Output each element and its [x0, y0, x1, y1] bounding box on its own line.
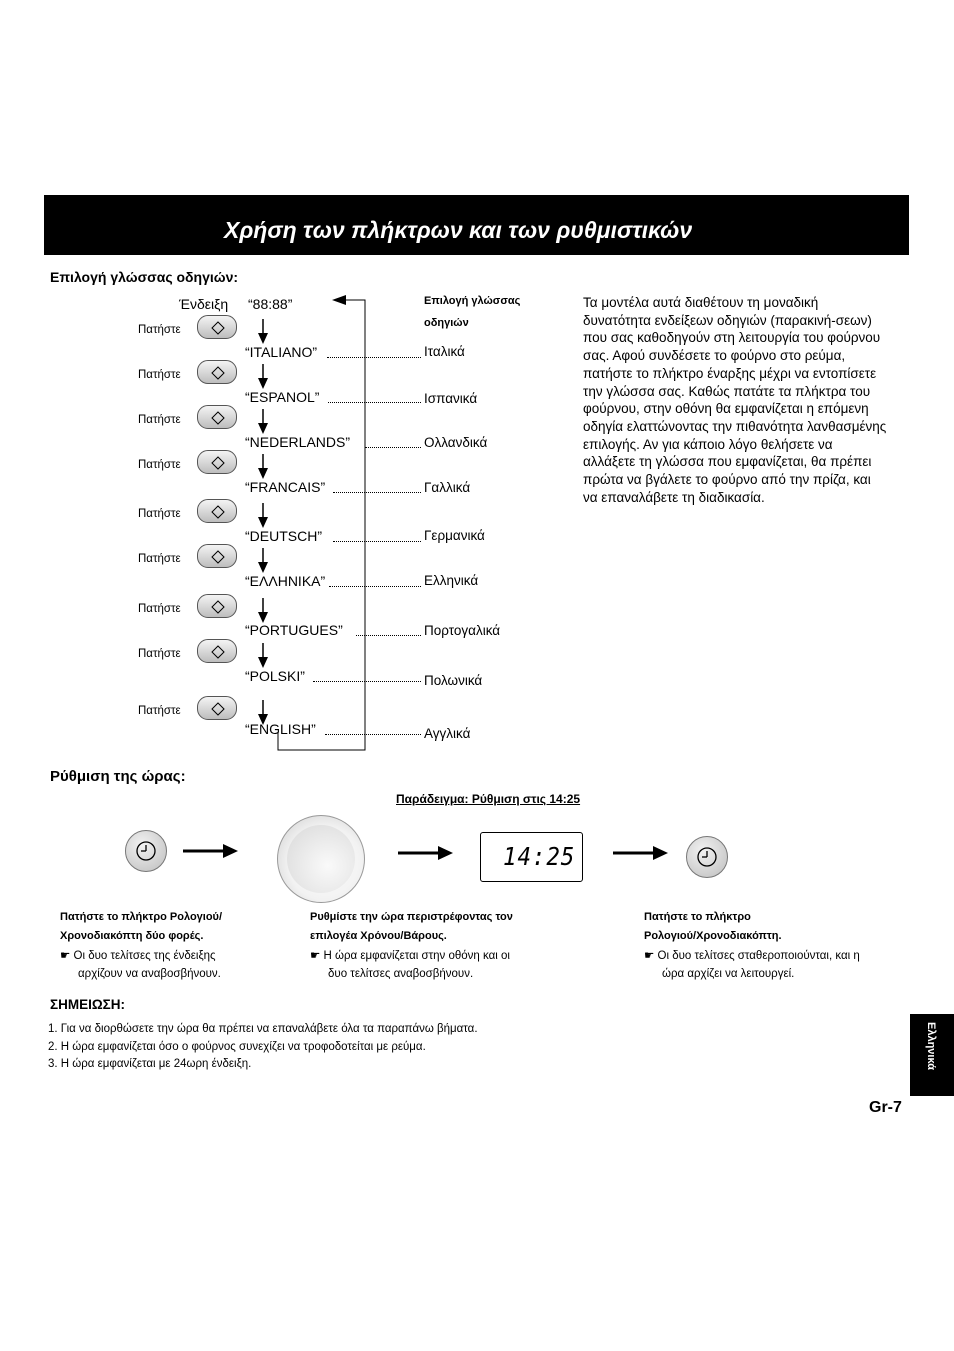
language-code: “FRANCAIS” [245, 479, 326, 495]
clock-step-2 [310, 908, 570, 983]
start-diamond-icon [211, 321, 225, 335]
leader-dots [327, 357, 421, 358]
arrow-down-icon [257, 364, 269, 390]
leader-dots [329, 586, 421, 587]
language-name: Αγγλικά [424, 726, 471, 741]
title-banner [44, 195, 909, 255]
press-label: Πατήστε [138, 369, 181, 381]
start-button[interactable] [197, 360, 237, 384]
clock-step-1-note2: αρχίζουν να αναβοσβήνουν. [78, 968, 221, 980]
arrow-right-icon [613, 845, 669, 861]
clock-step-1-line2: Χρονοδιακόπτη δύο φορές. [60, 930, 204, 942]
clock-example: Παράδειγμα: Ρύθμιση στις 14:25 [396, 792, 581, 806]
leader-dots [333, 492, 421, 493]
clock-step-3-line2: Ρολογιού/Χρονοδιακόπτη. [644, 930, 782, 942]
language-code: “NEDERLANDS” [245, 434, 351, 450]
language-code: “POLSKI” [245, 668, 305, 684]
arrow-down-icon [257, 503, 269, 529]
time-weight-dial[interactable] [277, 815, 365, 903]
arrow-down-icon [257, 548, 269, 574]
language-code: “DEUTSCH” [245, 528, 322, 544]
arrow-down-icon [257, 319, 269, 345]
press-label: Πατήστε [138, 553, 181, 565]
language-code: “ESPANOL” [245, 389, 320, 405]
language-section-heading: Επιλογή γλώσσας οδηγιών: [50, 269, 239, 285]
press-label: Πατήστε [138, 459, 181, 471]
start-button[interactable] [197, 639, 237, 663]
clock-step-3 [644, 908, 914, 983]
language-name: Ελληνικά [424, 573, 479, 588]
leader-dots [356, 635, 421, 636]
language-name: Γερμανικά [424, 528, 485, 543]
clock-step-2-note2: δυο τελίτσες αναβοσβήνουν. [328, 968, 474, 980]
press-label: Πατήστε [138, 648, 181, 660]
page-title: Χρήση των πλήκτρων και των ρυθμιστικών [224, 217, 693, 243]
language-name: Ολλανδικά [424, 435, 488, 450]
clock-timer-button-icon[interactable] [125, 830, 167, 872]
language-column-heading: Επιλογή γλώσσας [424, 295, 521, 307]
arrow-down-icon [257, 409, 269, 435]
note-item-3: 3. Η ώρα εμφανίζεται με 24ωρη ένδειξη. [48, 1058, 252, 1070]
language-code: “ITALIANO” [245, 344, 318, 360]
note-item-1: 1. Για να διορθώσετε την ώρα θα πρέπει να επαναλάβετε όλα τα παραπάνω βήματα. [48, 1023, 478, 1035]
leader-dots [328, 402, 421, 403]
arrow-down-icon [257, 454, 269, 480]
display-label: Ένδειξη [179, 296, 229, 312]
clock-step-3-note1: Οι δυο τελίτσες σταθεροποιούνται, και η [657, 950, 860, 962]
clock-step-2-line1: Ρυθμίστε την ώρα περιστρέφοντας τον [310, 911, 513, 923]
loop-line [270, 290, 380, 760]
note-heading: ΣΗΜΕΙΩΣΗ: [50, 997, 126, 1012]
clock-step-2-line2: επιλογέα Χρόνου/Βάρους. [310, 930, 447, 942]
clock-step-1-note1: Οι δυο τελίτσες της ένδειξης [73, 950, 216, 962]
language-side-tab [910, 1014, 954, 1096]
arrow-right-icon [398, 845, 454, 861]
leader-dots [333, 541, 421, 542]
leader-dots [313, 681, 421, 682]
pointing-hand-icon: ☛ [644, 950, 655, 962]
start-button[interactable] [197, 450, 237, 474]
page-number: Gr-7 [869, 1099, 902, 1116]
press-label: Πατήστε [138, 508, 181, 520]
display-code: “88:88” [248, 296, 293, 312]
start-button[interactable] [197, 594, 237, 618]
start-diamond-icon [211, 645, 225, 659]
clock-display [480, 832, 583, 882]
press-label: Πατήστε [138, 705, 181, 717]
pointing-hand-icon: ☛ [60, 950, 71, 962]
arrow-right-icon [183, 843, 239, 859]
language-name: Πορτογαλικά [424, 623, 501, 638]
start-diamond-icon [211, 600, 225, 614]
clock-timer-button-icon[interactable] [686, 836, 728, 878]
clock-step-3-note2: ώρα αρχίζει να λειτουργεί. [662, 968, 795, 980]
press-label: Πατήστε [138, 414, 181, 426]
clock-step-1 [60, 908, 290, 983]
start-diamond-icon [211, 702, 225, 716]
start-button[interactable] [197, 544, 237, 568]
clock-step-1-line1: Πατήστε το πλήκτρο Ρολογιού/ [60, 911, 223, 923]
start-diamond-icon [211, 411, 225, 425]
language-column-heading-2: οδηγιών [424, 317, 469, 329]
clock-display-value: 14:25 [503, 842, 576, 871]
start-diamond-icon [211, 550, 225, 564]
press-label: Πατήστε [138, 324, 181, 336]
language-code: “ENGLISH” [245, 721, 316, 737]
clock-step-3-line1: Πατήστε το πλήκτρο [644, 911, 751, 923]
clock-step-2-note1: Η ώρα εμφανίζεται στην οθόνη και οι [323, 950, 510, 962]
start-button[interactable] [197, 696, 237, 720]
language-name: Ιταλικά [424, 344, 465, 359]
language-description: Τα μοντέλα αυτά διαθέτουν τη μοναδική δυνατότητα ενδείξεων οδηγιών (παρακινή-σεων) που σας καθοδηγούν στη λειτουργία του φούρνου σας. Αφού συνδέσετε το φούρνο στο ρεύμα, πατήστε το πλήκτρο έναρξης μέχρι να εντοπίσετε την γλώσσα σας. Καθώς πατάτε τα πλήκτρα του φούρνου, στην οθόνη θα εμφανίζεται η επόμενη οδηγία ελαττώνοντας την πιθανότητα λανθασμένης επιλογής. Αν για κάποιο λόγο θελήσετε να αλλάξετε τη γλώσσα που εμφανίζεται, θα πρέπει πρώτα να βγάλετε το φούρνο από την πρίζα, και να επαναλάβετε τη διαδικασία. [583, 295, 887, 505]
language-name: Γαλλικά [424, 480, 471, 495]
start-button[interactable] [197, 315, 237, 339]
arrow-down-icon [257, 643, 269, 669]
start-diamond-icon [211, 456, 225, 470]
start-diamond-icon [211, 505, 225, 519]
note-item-2: 2. Η ώρα εμφανίζεται όσο ο φούρνος συνεχίζει να τροφοδοτείται με ρεύμα. [48, 1041, 426, 1053]
start-button[interactable] [197, 499, 237, 523]
start-diamond-icon [211, 366, 225, 380]
pointing-hand-icon: ☛ [310, 950, 321, 962]
leader-dots [365, 447, 421, 448]
leader-dots [325, 734, 421, 735]
language-code: “ΕΛΛΗΝΙΚΑ” [245, 573, 326, 589]
start-button[interactable] [197, 405, 237, 429]
side-tab-label: Ελληνικά [925, 1022, 937, 1070]
press-label: Πατήστε [138, 603, 181, 615]
clock-section-heading: Ρύθμιση της ώρας: [50, 768, 186, 785]
language-name: Ισπανικά [424, 391, 478, 406]
language-code: “PORTUGUES” [245, 622, 343, 638]
language-name: Πολωνικά [424, 673, 483, 688]
arrow-down-icon [257, 598, 269, 624]
